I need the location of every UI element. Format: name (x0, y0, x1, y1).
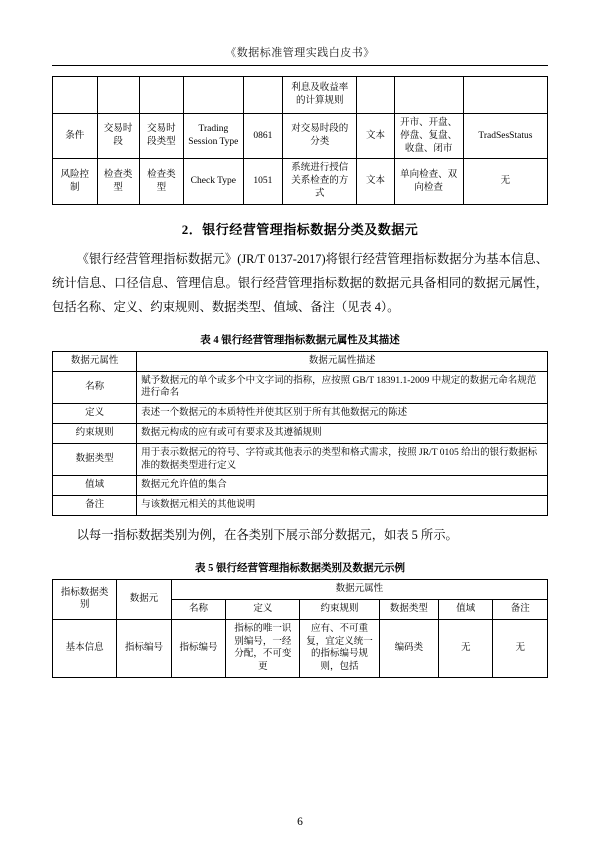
table-row (53, 114, 548, 159)
cell-datatype: 编码类 (379, 619, 438, 677)
cell: 检查类型 (139, 159, 184, 204)
cell (243, 77, 283, 114)
column-header-attribute: 数据元属性 (53, 351, 137, 371)
cell: 对交易时段的分类 (283, 114, 357, 159)
cell-constraint: 应有、不可重复，宜定义统一的指标编号规则，包括 (300, 619, 379, 677)
cell-description: 赋予数据元的单个或多个中文字词的指称，应按照 GB/T 18391.1-2009 中规定的数据元命名规范进行命名 (137, 371, 548, 404)
cell-attribute: 备注 (53, 496, 137, 516)
cell: 条件 (53, 114, 98, 159)
column-header-category: 指标数据类别 (53, 580, 117, 620)
cell: 利息及收益率的计算规则 (283, 77, 357, 114)
table-4 (52, 351, 548, 516)
table-row (53, 371, 548, 404)
table-header-row (53, 351, 548, 371)
cell-attribute: 值域 (53, 476, 137, 496)
cell: 检查类型 (97, 159, 139, 204)
cell: 无 (463, 159, 547, 204)
cell-attribute: 定义 (53, 404, 137, 424)
cell-remark: 无 (493, 619, 548, 677)
cell: 风险控制 (53, 159, 98, 204)
cell-definition: 指标的唯一识别编号，一经分配，不可变更 (226, 619, 300, 677)
table-5-caption: 表 5 银行经营管理指标数据类别及数据元示例 (195, 563, 405, 575)
table-row (53, 476, 548, 496)
cell (357, 77, 394, 114)
cell: 文本 (357, 159, 394, 204)
table-row (53, 619, 548, 677)
column-header-group-attributes: 数据元属性 (171, 580, 547, 600)
table-3-continued (52, 76, 548, 205)
cell-description: 与该数据元相关的其他说明 (137, 496, 548, 516)
column-header-valuerange: 值域 (439, 599, 493, 619)
cell: Check Type (184, 159, 243, 204)
cell (184, 77, 243, 114)
column-header-constraint: 约束规则 (300, 599, 379, 619)
cell (97, 77, 139, 114)
cell: Trading Session Type (184, 114, 243, 159)
table-row (53, 443, 548, 476)
cell: 0861 (243, 114, 283, 159)
cell: 文本 (357, 114, 394, 159)
column-header-definition: 定义 (226, 599, 300, 619)
cell-name: 指标编号 (171, 619, 225, 677)
cell-valuerange: 无 (439, 619, 493, 677)
column-header-remark: 备注 (493, 599, 548, 619)
cell: 1051 (243, 159, 283, 204)
cell-category: 基本信息 (53, 619, 117, 677)
cell-description: 用于表示数据元的符号、字符或其他表示的类型和格式需求，按照 JR/T 0105 给出的银行数据标准的数据类型进行定义 (137, 443, 548, 476)
column-header-datatype: 数据类型 (379, 599, 438, 619)
cell (394, 77, 463, 114)
table-5 (52, 579, 548, 678)
cell: 单向检查、双向检查 (394, 159, 463, 204)
page-number: 6 (297, 816, 303, 828)
column-header-name: 名称 (171, 599, 225, 619)
cell: TradSesStatus (463, 114, 547, 159)
table-row (53, 404, 548, 424)
column-header-element: 数据元 (117, 580, 171, 620)
cell: 系统进行授信关系检查的方式 (283, 159, 357, 204)
table-header-row-top (53, 580, 548, 600)
table-row (53, 424, 548, 444)
cell (463, 77, 547, 114)
cell-attribute: 名称 (53, 371, 137, 404)
cell-attribute: 约束规则 (53, 424, 137, 444)
section-heading: 2．银行经营管理指标数据分类及数据元 (181, 221, 419, 237)
running-header: 《数据标准管理实践白皮书》 (52, 44, 548, 66)
cell: 交易时段 (97, 114, 139, 159)
table-row (53, 77, 548, 114)
cell-element: 指标编号 (117, 619, 171, 677)
cell-description: 数据元构成的应有或可有要求及其遵循规则 (137, 424, 548, 444)
cell (139, 77, 184, 114)
cell-attribute: 数据类型 (53, 443, 137, 476)
table-4-caption: 表 4 银行经营管理指标数据元属性及其描述 (200, 334, 400, 346)
paragraph-example: 以每一指标数据类别为例，在各类别下展示部分数据元，如表 5 所示。 (76, 528, 458, 543)
paragraph-intro: 《银行经营管理指标数据元》(JR/T 0137-2017)将银行经营管理指标数据分为基本信息、统计信息、口径信息、管理信息。银行经营管理指标数据的数据元具备相同的数据元属性，包括名称、定义、约束规则、数据类型、值域、备注（见表 4）。 (52, 251, 548, 314)
table-row (53, 496, 548, 516)
cell: 交易时段类型 (139, 114, 184, 159)
cell-description: 表述一个数据元的本质特性并使其区别于所有其他数据元的陈述 (137, 404, 548, 424)
cell (53, 77, 98, 114)
cell: 开市、开盘、停盘、复盘、收盘、闭市 (394, 114, 463, 159)
table-row (53, 159, 548, 204)
column-header-description: 数据元属性描述 (137, 351, 548, 371)
cell-description: 数据元允许值的集合 (137, 476, 548, 496)
